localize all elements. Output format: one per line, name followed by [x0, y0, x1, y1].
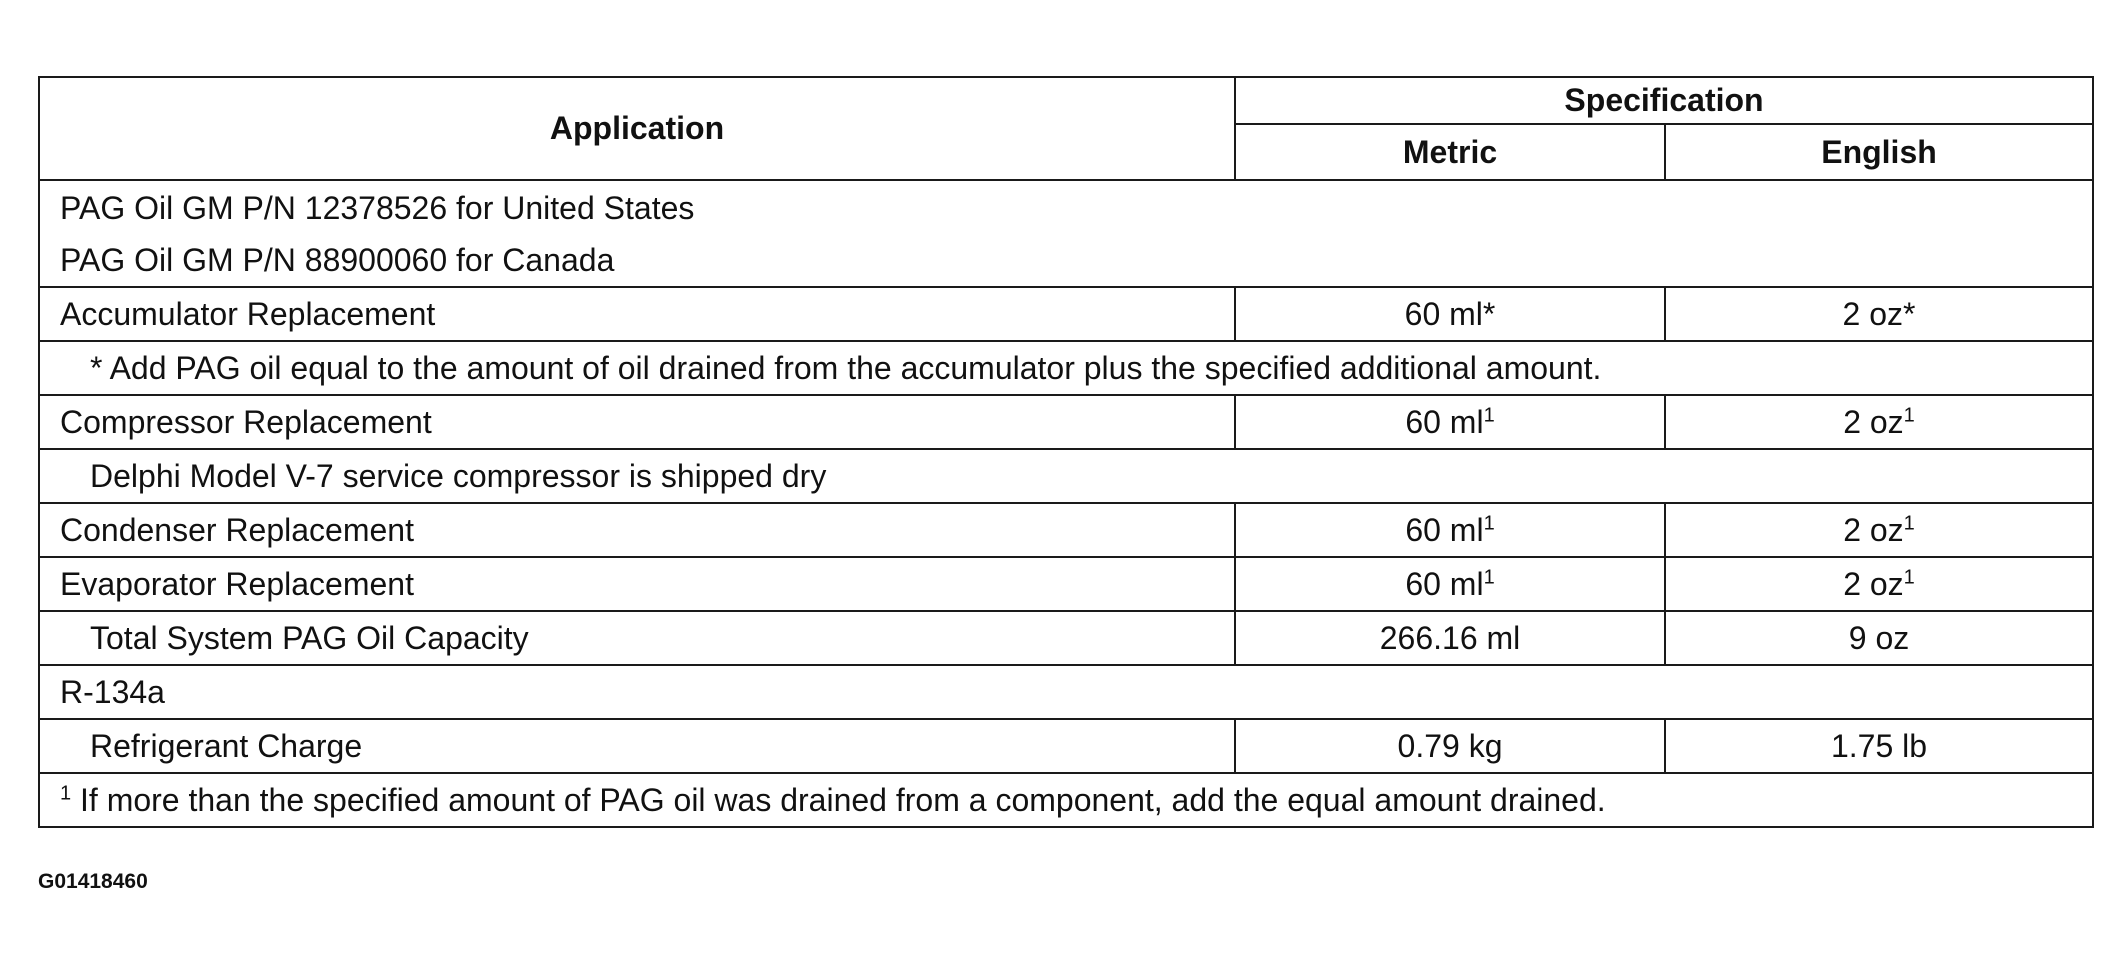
refrigerant-charge-label: Refrigerant Charge: [39, 719, 1235, 773]
table-row-pag-oil-part-numbers: [39, 180, 2093, 287]
evaporator-english-cell: [1665, 557, 2093, 611]
footnote-mark: 1: [60, 781, 72, 804]
specification-table: [38, 76, 2094, 828]
footnote-mark: 1: [1483, 511, 1495, 534]
condenser-english: 2 oz: [1843, 511, 1904, 548]
header-english: English: [1665, 124, 2093, 180]
header-metric: Metric: [1235, 124, 1665, 180]
condenser-metric: 60 ml: [1405, 511, 1484, 548]
table-row-refrigerant-type: [39, 665, 2093, 719]
footnote-text: If more than the specified amount of PAG oil was drained from a component, add the equal amount drained.: [71, 781, 1606, 818]
table-row-accumulator: [39, 287, 2093, 341]
footnote-mark: 1: [1483, 403, 1495, 426]
evaporator-label: Evaporator Replacement: [39, 557, 1235, 611]
part-number-us: PAG Oil GM P/N 12378526 for United States: [60, 189, 695, 226]
table-row-evaporator: [39, 557, 2093, 611]
header-specification: Specification: [1235, 77, 2093, 124]
condenser-english-cell: [1665, 503, 2093, 557]
footnote-mark: 1: [1903, 511, 1915, 534]
condenser-metric-cell: [1235, 503, 1665, 557]
compressor-metric: 60 ml: [1405, 403, 1484, 440]
total-capacity-metric: 266.16 ml: [1235, 611, 1665, 665]
refrigerant-charge-metric: 0.79 kg: [1235, 719, 1665, 773]
compressor-english: 2 oz: [1843, 403, 1904, 440]
compressor-note: Delphi Model V-7 service compressor is shipped dry: [39, 449, 2093, 503]
accumulator-label: Accumulator Replacement: [39, 287, 1235, 341]
accumulator-note: * Add PAG oil equal to the amount of oil drained from the accumulator plus the specified additional amount.: [39, 341, 2093, 395]
footnote-mark: 1: [1903, 403, 1915, 426]
table-row-compressor: [39, 395, 2093, 449]
table-row-footnote: [39, 773, 2093, 827]
table-row-condenser: [39, 503, 2093, 557]
compressor-metric-cell: [1235, 395, 1665, 449]
evaporator-english: 2 oz: [1843, 565, 1904, 602]
accumulator-english: 2 oz*: [1665, 287, 2093, 341]
evaporator-metric-cell: [1235, 557, 1665, 611]
part-number-canada: PAG Oil GM P/N 88900060 for Canada: [60, 241, 615, 278]
condenser-label: Condenser Replacement: [39, 503, 1235, 557]
total-capacity-english: 9 oz: [1665, 611, 2093, 665]
table-row-accumulator-note: [39, 341, 2093, 395]
evaporator-metric: 60 ml: [1405, 565, 1484, 602]
footnote-cell: [39, 773, 2093, 827]
total-capacity-label: Total System PAG Oil Capacity: [39, 611, 1235, 665]
compressor-english-cell: [1665, 395, 2093, 449]
compressor-label: Compressor Replacement: [39, 395, 1235, 449]
footnote-mark: 1: [1483, 565, 1495, 588]
footnote-mark: 1: [1903, 565, 1915, 588]
accumulator-metric: 60 ml*: [1235, 287, 1665, 341]
part-numbers-cell: [39, 180, 2093, 287]
figure-code: G01418460: [38, 870, 148, 893]
table-row-refrigerant-charge: [39, 719, 2093, 773]
refrigerant-charge-english: 1.75 lb: [1665, 719, 2093, 773]
table-row-total-capacity: [39, 611, 2093, 665]
table-row-compressor-note: [39, 449, 2093, 503]
header-application: Application: [39, 77, 1235, 180]
refrigerant-type: R-134a: [39, 665, 2093, 719]
